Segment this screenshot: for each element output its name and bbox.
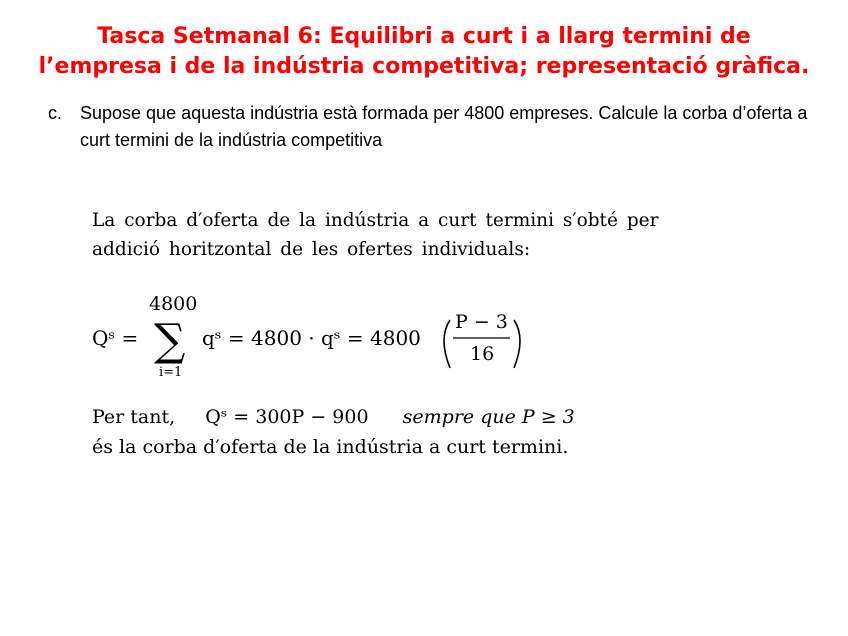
conclusion (92, 402, 752, 462)
right-paren (514, 320, 520, 368)
title-line-2: l’empresa i de la indústria competitiva; representació gràfica. (38, 54, 810, 79)
conclusion-line-2: és la corba d′oferta de la indústria a curt termini. (92, 436, 569, 458)
question-marker: c. (48, 103, 63, 123)
sum-symbol: ∑ (154, 315, 186, 366)
left-paren (444, 320, 450, 368)
slide-title (0, 22, 848, 82)
explanation-paragraph (92, 206, 752, 264)
question-text: Supose que aquesta indústria està formada per 4800 empreses. Calcule la corba d’oferta a curt termini de la indústria competitiva (80, 103, 808, 150)
formula (92, 290, 712, 390)
formula-svg (92, 290, 712, 390)
title-label: Tasca Setmanal 6: (97, 24, 322, 49)
explanation-line-1: La corba d′oferta de la indústria a curt termini s′obté per (92, 210, 659, 231)
question-item (48, 100, 808, 154)
explanation-line-2: addició horitzontal de les ofertes individuals: (92, 239, 531, 260)
title-topic: Equilibri a curt i a llarg termini de (321, 24, 751, 49)
condition: sempre que P ≥ 3 (402, 406, 575, 428)
sum-upper-limit: 4800 (149, 293, 198, 315)
formula-term: qˢ = 4800 · qˢ = 4800 (202, 326, 421, 350)
conclusion-line-1 (92, 402, 752, 432)
formula-lhs: Qˢ = (92, 326, 139, 350)
fraction-numerator: P − 3 (455, 311, 508, 333)
title-line-1 (0, 22, 848, 52)
fraction-denominator: 16 (470, 343, 495, 365)
sum-lower-limit: i=1 (159, 365, 183, 380)
supply-equation: Qˢ = 300P − 900 (205, 406, 369, 428)
conclusion-prefix: Per tant, (92, 406, 176, 428)
